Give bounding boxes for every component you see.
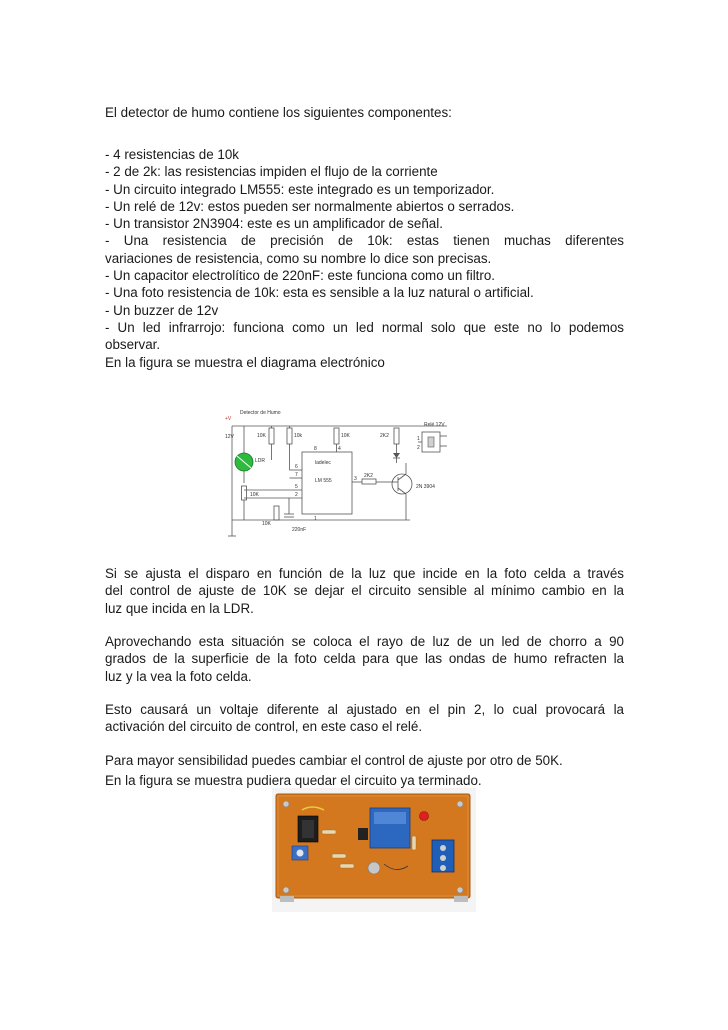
paragraph-line: luz que incida en la LDR. xyxy=(105,600,254,616)
paragraph-line: luz y la vea la foto celda. xyxy=(105,668,252,684)
list-item: - Un buzzer de 12v xyxy=(105,302,219,318)
paragraph-line: Aprovechando esta situación se coloca el rayo de luz de un led de chorro a 90 xyxy=(105,634,624,649)
paragraph-line: Para mayor sensibilidad puedes cambiar el control de ajuste por otro de 50K. xyxy=(105,753,563,768)
list-item-continued: variaciones de resistencia, como su nombre lo dice son precisas. xyxy=(105,250,492,266)
v12-label: 12V xyxy=(225,434,234,440)
r5-label: 2K2 xyxy=(364,473,373,479)
pin-label: 5 xyxy=(295,484,298,490)
ldr-label: LDR xyxy=(255,458,266,464)
paragraph-figure xyxy=(105,772,624,789)
r1-label: 10K xyxy=(257,433,266,439)
list-item: - Un circuito integrado LM555: este integrado es un temporizador. xyxy=(105,181,495,197)
intro-text: El detector de humo contiene los siguientes componentes: xyxy=(105,105,452,120)
paragraph-line: Si se ajusta el disparo en función de la luz que incide en la foto celda a través xyxy=(105,566,624,581)
r2-label: 10k xyxy=(294,433,303,439)
paragraph-line: Esto causará un voltaje diferente al ajustado en el pin 2, lo cual provocará la xyxy=(105,702,624,717)
r3-label: 10K xyxy=(341,433,350,439)
pin-label: 6 xyxy=(295,464,298,470)
pin-label: 1 xyxy=(314,516,317,522)
paragraph-line: activación del circuito de control, en este caso el relé. xyxy=(105,719,423,735)
paragraph-voltage xyxy=(105,701,624,736)
pin-label: 2 xyxy=(295,492,298,498)
list-item: - Un capacitor electrolítico de 220nF: este funciona como un filtro. xyxy=(105,268,496,284)
paragraph-led xyxy=(105,633,624,685)
transistor-label: 2N 3904 xyxy=(416,484,435,490)
list-item: - Un transistor 2N3904: este es un amplificador de señal. xyxy=(105,216,443,232)
paragraph-line: grados de la superficie de la foto celda para que las ondas de humo refracten la xyxy=(105,651,624,667)
ic-name: LM 555 xyxy=(315,478,332,484)
cap-label: 220nF xyxy=(292,527,307,533)
paragraph-sensitivity xyxy=(105,752,624,769)
ic-brand: ladelec xyxy=(315,460,331,466)
figure-caption: En la figura se muestra el diagrama electrónico xyxy=(105,354,385,370)
relay-label: Relé 12V xyxy=(424,422,445,428)
paragraph-adjust xyxy=(105,565,624,617)
pin-label: 4 xyxy=(338,446,341,452)
paragraph-line: del control de ajuste de 10K se dejar el circuito sensible al mínimo cambio en la xyxy=(105,583,624,599)
r4-label: 2K2 xyxy=(380,433,389,439)
pin-label: 8 xyxy=(314,446,317,452)
pin-label: 3 xyxy=(354,476,357,482)
list-item: - 2 de 2k: las resistencias impiden el flujo de la corriente xyxy=(105,164,438,180)
intro-paragraph xyxy=(105,104,624,121)
circuit-board-photo xyxy=(272,788,476,912)
relay-pin-label: 2 xyxy=(417,445,420,451)
schematic-title: Detector de Humo xyxy=(240,410,281,416)
relay-pin-label: 1 xyxy=(417,436,420,442)
list-item: - 4 resistencias de 10k xyxy=(105,147,239,162)
r6-label: 10K xyxy=(250,492,259,498)
component-list xyxy=(105,146,624,371)
list-item: - Un relé de 12v: estos pueden ser normalmente abiertos o serrados. xyxy=(105,198,515,214)
pin-label: 7 xyxy=(295,472,298,478)
r7-label: 10K xyxy=(262,521,271,527)
figure-caption: En la figura se muestra pudiera quedar el circuito ya terminado. xyxy=(105,773,482,788)
list-item-continued: observar. xyxy=(105,337,161,353)
list-item: - Un led infrarrojo: funciona como un led normal solo que este no lo podemos xyxy=(105,319,624,335)
vcc-label: +V xyxy=(225,416,232,422)
circuit-schematic xyxy=(222,408,462,548)
list-item: - Una resistencia de precisión de 10k: estas tienen muchas diferentes xyxy=(105,233,624,249)
list-item: - Una foto resistencia de 10k: esta es sensible a la luz natural o artificial. xyxy=(105,285,534,301)
